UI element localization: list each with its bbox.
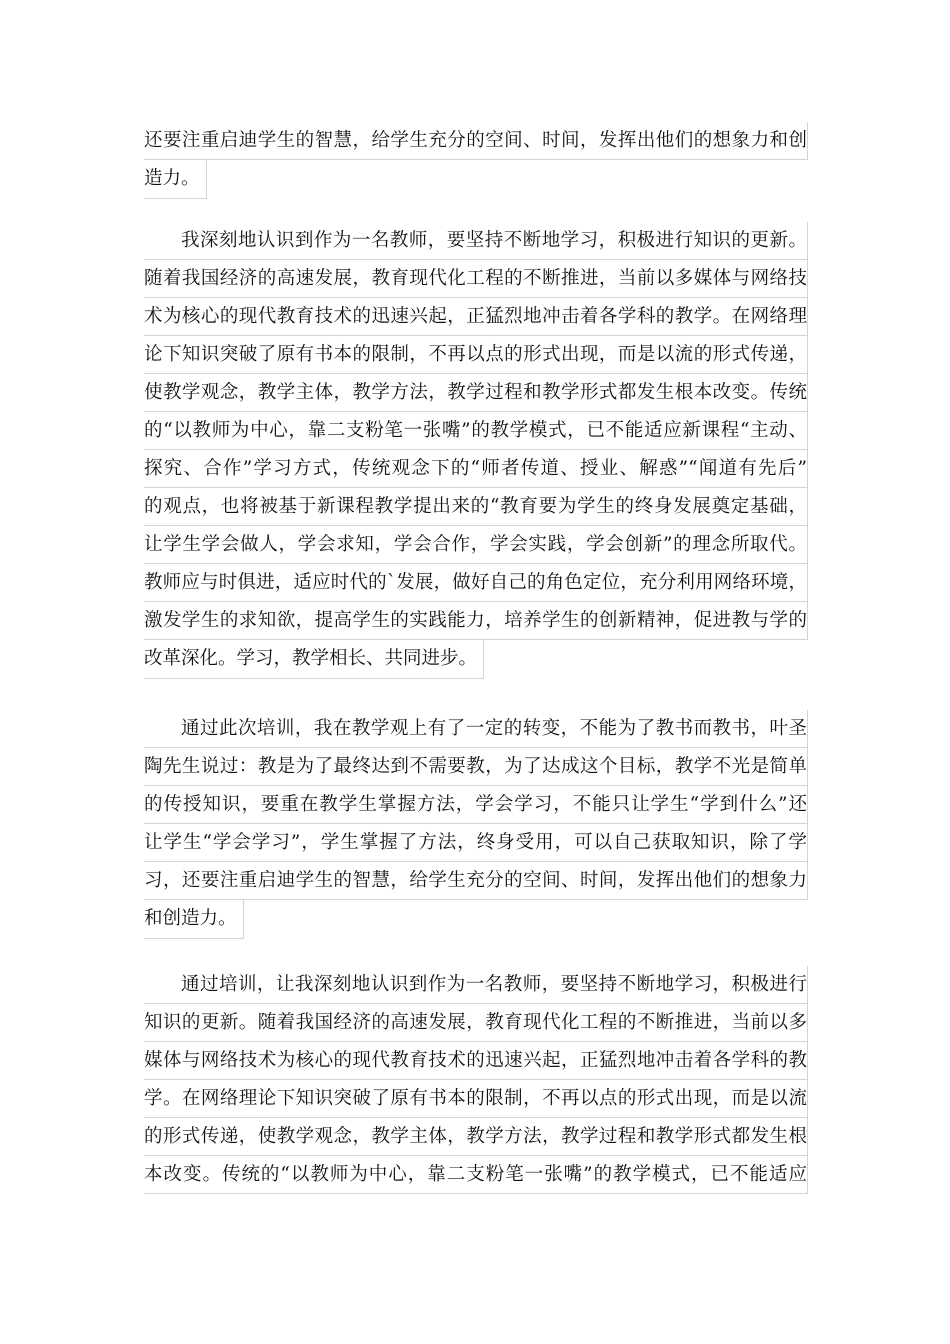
paragraph-4 (144, 966, 808, 1194)
paragraph-2 (144, 222, 808, 679)
text-line: 论下知识突破了原有书本的限制，不再以点的形式出现，而是以流的形式传递， (144, 336, 808, 374)
text-line: 让学生“学会学习”，学生掌握了方法，终身受用，可以自己获取知识，除了学 (144, 824, 808, 862)
text-line: 本改变。传统的“以教师为中心，靠二支粉笔一张嘴”的教学模式，已不能适应 (144, 1156, 808, 1194)
text-line: 激发学生的求知欲，提高学生的实践能力，培养学生的创新精神，促进教与学的 (144, 602, 808, 640)
text-line: 的“以教师为中心，靠二支粉笔一张嘴”的教学模式，已不能适应新课程“主动、 (144, 412, 808, 450)
text-line: 习，还要注重启迪学生的智慧，给学生充分的空间、时间，发挥出他们的想象力 (144, 862, 808, 900)
text-line: 的形式传递，使教学观念，教学主体，教学方法，教学过程和教学形式都发生根 (144, 1118, 808, 1156)
text-line: 探究、合作”学习方式，传统观念下的“师者传道、授业、解惑”“闻道有先后” (144, 450, 808, 488)
text-line: 通过培训，让我深刻地认识到作为一名教师，要坚持不断地学习，积极进行 (144, 966, 808, 1004)
text-line: 学。在网络理论下知识突破了原有书本的限制，不再以点的形式出现，而是以流 (144, 1080, 808, 1118)
text-line: 的传授知识，要重在教学生掌握方法，学会学习，不能只让学生“学到什么”还 (144, 786, 808, 824)
text-line: 媒体与网络技术为核心的现代教育技术的迅速兴起，正猛烈地冲击着各学科的教 (144, 1042, 808, 1080)
text-line: 还要注重启迪学生的智慧，给学生充分的空间、时间，发挥出他们的想象力和创 (144, 122, 808, 160)
text-line: 术为核心的现代教育技术的迅速兴起，正猛烈地冲击着各学科的教学。在网络理 (144, 298, 808, 336)
paragraph-3 (144, 710, 808, 939)
text-line: 随着我国经济的高速发展，教育现代化工程的不断推进，当前以多媒体与网络技 (144, 260, 808, 298)
text-line: 造力。 (144, 160, 207, 199)
paragraph-1 (144, 122, 808, 199)
text-line: 我深刻地认识到作为一名教师，要坚持不断地学习，积极进行知识的更新。 (144, 222, 808, 260)
text-line: 的观点，也将被基于新课程教学提出来的“教育要为学生的终身发展奠定基础， (144, 488, 808, 526)
text-line: 使教学观念，教学主体，教学方法，教学过程和教学形式都发生根本改变。传统 (144, 374, 808, 412)
text-line: 改革深化。学习，教学相长、共同进步。 (144, 640, 484, 679)
text-line: 通过此次培训，我在教学观上有了一定的转变，不能为了教书而教书，叶圣 (144, 710, 808, 748)
text-line: 陶先生说过：教是为了最终达到不需要教，为了达成这个目标，教学不光是简单 (144, 748, 808, 786)
text-line: 让学生学会做人，学会求知，学会合作，学会实践，学会创新”的理念所取代。 (144, 526, 808, 564)
text-line: 教师应与时俱进，适应时代的`发展，做好自己的角色定位，充分利用网络环境， (144, 564, 808, 602)
text-line: 知识的更新。随着我国经济的高速发展，教育现代化工程的不断推进，当前以多 (144, 1004, 808, 1042)
text-line: 和创造力。 (144, 900, 244, 939)
